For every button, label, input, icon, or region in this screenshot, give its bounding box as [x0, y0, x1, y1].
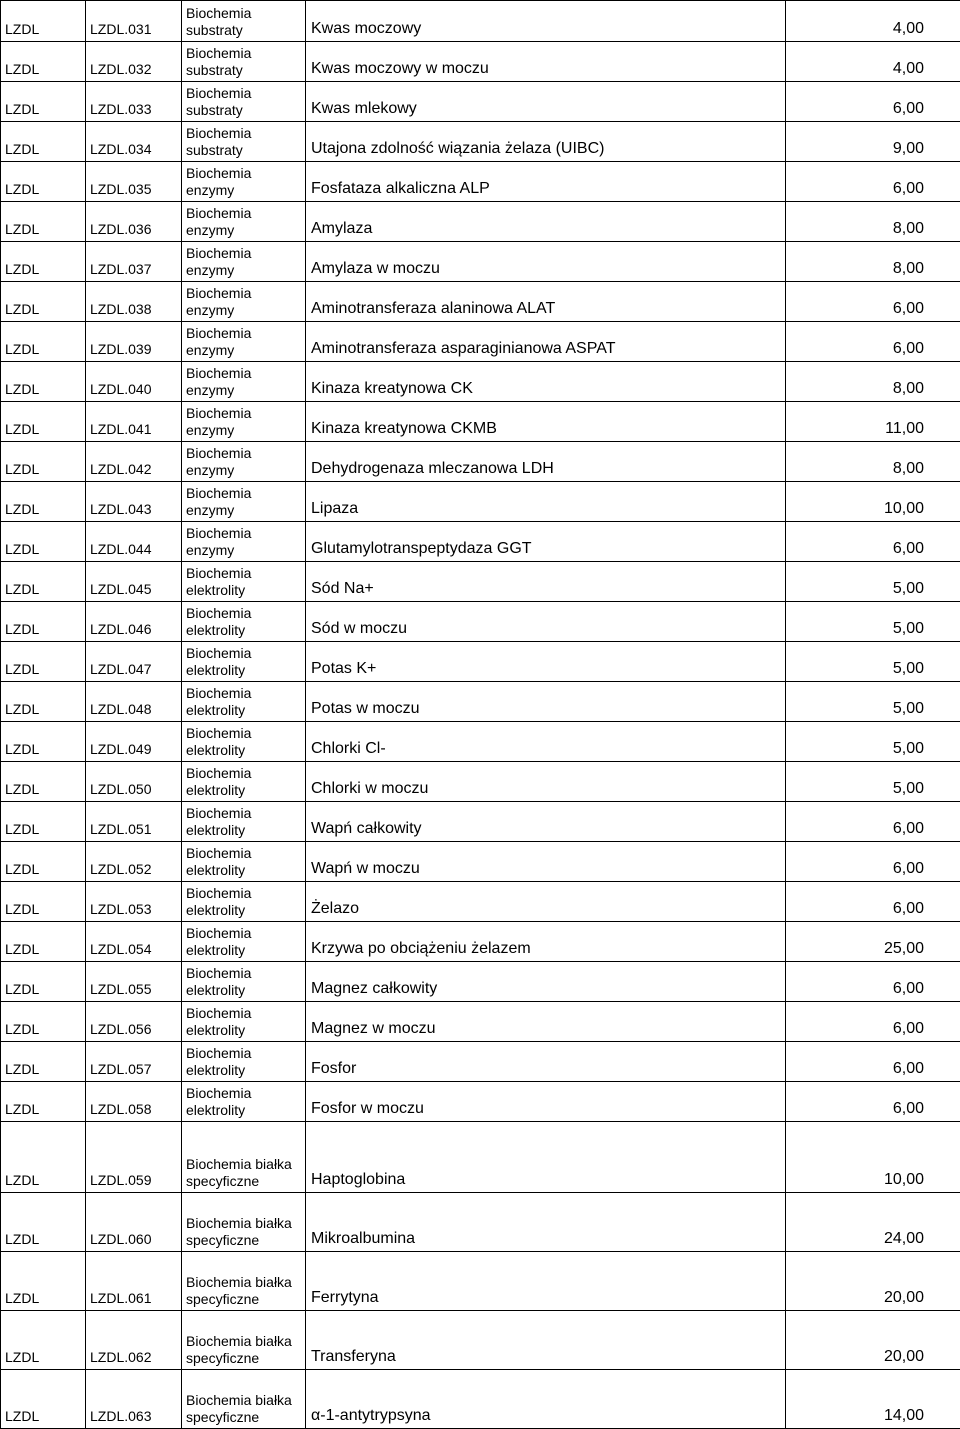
- category-line-2: elektrolity: [186, 662, 305, 679]
- category-cell: [182, 402, 306, 442]
- test-name-cell: Fosfor w moczu: [306, 1082, 786, 1122]
- code-cell: LZDL.045: [86, 562, 182, 602]
- test-name-cell: Aminotransferaza alaninowa ALAT: [306, 282, 786, 322]
- table-row: [1, 1252, 960, 1311]
- category-cell: [182, 1122, 306, 1193]
- table-row: [1, 602, 960, 642]
- code-cell: LZDL.058: [86, 1082, 182, 1122]
- category-line-2: enzymy: [186, 182, 305, 199]
- category-line-1: Biochemia: [186, 765, 305, 782]
- test-name-cell: Kwas mlekowy: [306, 82, 786, 122]
- category-cell: [182, 482, 306, 522]
- category-line-2: substraty: [186, 22, 305, 39]
- price-cell: 8,00: [786, 242, 960, 282]
- code-cell: LZDL.043: [86, 482, 182, 522]
- price-cell: 6,00: [786, 802, 960, 842]
- table-row: [1, 922, 960, 962]
- code-cell: LZDL.042: [86, 442, 182, 482]
- table-row: [1, 762, 960, 802]
- category-line-1: Biochemia: [186, 1045, 305, 1062]
- code-cell: LZDL.032: [86, 42, 182, 82]
- category-line-1: Biochemia: [186, 885, 305, 902]
- lab-cell: LZDL: [1, 482, 86, 522]
- category-cell: [182, 1042, 306, 1082]
- test-name-cell: Lipaza: [306, 482, 786, 522]
- price-cell: 6,00: [786, 82, 960, 122]
- category-line-2: elektrolity: [186, 1062, 305, 1079]
- price-cell: 6,00: [786, 842, 960, 882]
- category-line-1: Biochemia: [186, 365, 305, 382]
- category-line-2: elektrolity: [186, 582, 305, 599]
- lab-cell: LZDL: [1, 162, 86, 202]
- table-row: [1, 122, 960, 162]
- table-row: [1, 482, 960, 522]
- code-cell: LZDL.063: [86, 1370, 182, 1429]
- table-row: [1, 1193, 960, 1252]
- category-line-1: Biochemia białka: [186, 1333, 305, 1350]
- test-name-cell: Magnez w moczu: [306, 1002, 786, 1042]
- test-name-cell: Wapń całkowity: [306, 802, 786, 842]
- table-row: [1, 1002, 960, 1042]
- lab-cell: LZDL: [1, 722, 86, 762]
- category-line-2: enzymy: [186, 542, 305, 559]
- category-cell: [182, 1311, 306, 1370]
- category-line-1: Biochemia: [186, 525, 305, 542]
- code-cell: LZDL.053: [86, 882, 182, 922]
- lab-cell: LZDL: [1, 882, 86, 922]
- category-line-1: Biochemia: [186, 245, 305, 262]
- category-line-2: elektrolity: [186, 702, 305, 719]
- category-cell: [182, 242, 306, 282]
- category-line-1: Biochemia: [186, 1085, 305, 1102]
- price-cell: 8,00: [786, 202, 960, 242]
- test-name-cell: Glutamylotranspeptydaza GGT: [306, 522, 786, 562]
- code-cell: LZDL.038: [86, 282, 182, 322]
- category-line-2: enzymy: [186, 422, 305, 439]
- category-line-2: enzymy: [186, 462, 305, 479]
- code-cell: LZDL.049: [86, 722, 182, 762]
- category-cell: [182, 82, 306, 122]
- category-cell: [182, 642, 306, 682]
- category-line-1: Biochemia: [186, 605, 305, 622]
- price-cell: 8,00: [786, 362, 960, 402]
- lab-cell: LZDL: [1, 762, 86, 802]
- table-row: [1, 1042, 960, 1082]
- table-row: [1, 1082, 960, 1122]
- category-line-1: Biochemia: [186, 565, 305, 582]
- test-name-cell: Sód Na+: [306, 562, 786, 602]
- test-name-cell: Krzywa po obciążeniu żelazem: [306, 922, 786, 962]
- price-cell: 5,00: [786, 722, 960, 762]
- price-cell: 5,00: [786, 682, 960, 722]
- test-name-cell: Fosfataza alkaliczna ALP: [306, 162, 786, 202]
- lab-cell: LZDL: [1, 1193, 86, 1252]
- test-name-cell: Potas K+: [306, 642, 786, 682]
- price-table-body: [1, 1, 960, 1429]
- lab-cell: LZDL: [1, 1252, 86, 1311]
- category-cell: [182, 602, 306, 642]
- category-line-2: enzymy: [186, 382, 305, 399]
- lab-cell: LZDL: [1, 322, 86, 362]
- table-row: [1, 442, 960, 482]
- category-cell: [182, 1002, 306, 1042]
- category-line-1: Biochemia białka: [186, 1215, 305, 1232]
- lab-cell: LZDL: [1, 1002, 86, 1042]
- category-line-1: Biochemia białka: [186, 1392, 305, 1409]
- category-line-1: Biochemia: [186, 805, 305, 822]
- price-cell: 20,00: [786, 1311, 960, 1370]
- price-cell: 9,00: [786, 122, 960, 162]
- category-line-1: Biochemia: [186, 965, 305, 982]
- category-line-2: elektrolity: [186, 822, 305, 839]
- category-line-2: enzymy: [186, 502, 305, 519]
- category-line-2: elektrolity: [186, 1022, 305, 1039]
- code-cell: LZDL.061: [86, 1252, 182, 1311]
- table-row: [1, 562, 960, 602]
- category-line-2: enzymy: [186, 222, 305, 239]
- code-cell: LZDL.057: [86, 1042, 182, 1082]
- price-cell: 10,00: [786, 482, 960, 522]
- category-cell: [182, 1193, 306, 1252]
- price-cell: 5,00: [786, 602, 960, 642]
- lab-cell: LZDL: [1, 1122, 86, 1193]
- lab-cell: LZDL: [1, 362, 86, 402]
- table-row: [1, 362, 960, 402]
- category-line-1: Biochemia białka: [186, 1156, 305, 1173]
- lab-cell: LZDL: [1, 682, 86, 722]
- category-cell: [182, 882, 306, 922]
- category-line-2: specyficzne: [186, 1291, 305, 1308]
- category-line-1: Biochemia: [186, 1005, 305, 1022]
- category-line-1: Biochemia: [186, 205, 305, 222]
- price-cell: 24,00: [786, 1193, 960, 1252]
- table-row: [1, 1311, 960, 1370]
- lab-cell: LZDL: [1, 522, 86, 562]
- test-name-cell: Ferrytyna: [306, 1252, 786, 1311]
- category-cell: [182, 842, 306, 882]
- category-cell: [182, 562, 306, 602]
- price-cell: 5,00: [786, 642, 960, 682]
- price-cell: 5,00: [786, 762, 960, 802]
- category-cell: [182, 762, 306, 802]
- category-line-1: Biochemia: [186, 725, 305, 742]
- test-name-cell: Dehydrogenaza mleczanowa LDH: [306, 442, 786, 482]
- code-cell: LZDL.040: [86, 362, 182, 402]
- category-line-2: enzymy: [186, 262, 305, 279]
- price-cell: 14,00: [786, 1370, 960, 1429]
- category-line-2: enzymy: [186, 302, 305, 319]
- test-name-cell: Kwas moczowy w moczu: [306, 42, 786, 82]
- category-cell: [182, 962, 306, 1002]
- category-line-1: Biochemia: [186, 685, 305, 702]
- table-row: [1, 722, 960, 762]
- category-line-2: elektrolity: [186, 862, 305, 879]
- category-cell: [182, 722, 306, 762]
- table-row: [1, 402, 960, 442]
- test-name-cell: Sód w moczu: [306, 602, 786, 642]
- category-line-1: Biochemia: [186, 845, 305, 862]
- table-row: [1, 802, 960, 842]
- category-cell: [182, 1252, 306, 1311]
- code-cell: LZDL.060: [86, 1193, 182, 1252]
- category-line-2: substraty: [186, 62, 305, 79]
- test-name-cell: Kinaza kreatynowa CK: [306, 362, 786, 402]
- lab-cell: LZDL: [1, 402, 86, 442]
- lab-cell: LZDL: [1, 42, 86, 82]
- test-name-cell: Kinaza kreatynowa CKMB: [306, 402, 786, 442]
- table-row: [1, 282, 960, 322]
- code-cell: LZDL.035: [86, 162, 182, 202]
- table-row: [1, 162, 960, 202]
- code-cell: LZDL.050: [86, 762, 182, 802]
- test-name-cell: Magnez całkowity: [306, 962, 786, 1002]
- code-cell: LZDL.037: [86, 242, 182, 282]
- price-cell: 6,00: [786, 1002, 960, 1042]
- category-line-2: substraty: [186, 102, 305, 119]
- category-line-2: specyficzne: [186, 1232, 305, 1249]
- category-line-2: elektrolity: [186, 622, 305, 639]
- code-cell: LZDL.041: [86, 402, 182, 442]
- table-row: [1, 682, 960, 722]
- code-cell: LZDL.036: [86, 202, 182, 242]
- lab-cell: LZDL: [1, 282, 86, 322]
- category-line-1: Biochemia: [186, 445, 305, 462]
- category-line-2: enzymy: [186, 342, 305, 359]
- code-cell: LZDL.052: [86, 842, 182, 882]
- category-line-2: elektrolity: [186, 942, 305, 959]
- price-cell: 5,00: [786, 562, 960, 602]
- category-line-1: Biochemia: [186, 85, 305, 102]
- code-cell: LZDL.033: [86, 82, 182, 122]
- table-row: [1, 1122, 960, 1193]
- table-row: [1, 962, 960, 1002]
- category-cell: [182, 362, 306, 402]
- category-cell: [182, 1, 306, 42]
- price-cell: 8,00: [786, 442, 960, 482]
- test-name-cell: Wapń w moczu: [306, 842, 786, 882]
- lab-cell: LZDL: [1, 562, 86, 602]
- test-name-cell: Utajona zdolność wiązania żelaza (UIBC): [306, 122, 786, 162]
- lab-cell: LZDL: [1, 122, 86, 162]
- table-row: [1, 82, 960, 122]
- category-line-2: elektrolity: [186, 782, 305, 799]
- category-cell: [182, 42, 306, 82]
- lab-cell: LZDL: [1, 842, 86, 882]
- category-cell: [182, 522, 306, 562]
- category-cell: [182, 282, 306, 322]
- test-name-cell: Amylaza w moczu: [306, 242, 786, 282]
- lab-cell: LZDL: [1, 1, 86, 42]
- lab-cell: LZDL: [1, 242, 86, 282]
- table-row: [1, 642, 960, 682]
- test-name-cell: Żelazo: [306, 882, 786, 922]
- price-cell: 10,00: [786, 1122, 960, 1193]
- category-line-1: Biochemia: [186, 405, 305, 422]
- code-cell: LZDL.051: [86, 802, 182, 842]
- category-line-1: Biochemia białka: [186, 1274, 305, 1291]
- lab-cell: LZDL: [1, 1311, 86, 1370]
- lab-cell: LZDL: [1, 1082, 86, 1122]
- price-cell: 4,00: [786, 42, 960, 82]
- table-row: [1, 842, 960, 882]
- price-cell: 6,00: [786, 962, 960, 1002]
- table-row: [1, 522, 960, 562]
- test-name-cell: Aminotransferaza asparaginianowa ASPAT: [306, 322, 786, 362]
- code-cell: LZDL.054: [86, 922, 182, 962]
- category-line-2: specyficzne: [186, 1409, 305, 1426]
- lab-cell: LZDL: [1, 642, 86, 682]
- lab-cell: LZDL: [1, 922, 86, 962]
- test-name-cell: Mikroalbumina: [306, 1193, 786, 1252]
- lab-cell: LZDL: [1, 82, 86, 122]
- price-cell: 11,00: [786, 402, 960, 442]
- test-name-cell: Chlorki w moczu: [306, 762, 786, 802]
- code-cell: LZDL.039: [86, 322, 182, 362]
- category-line-1: Biochemia: [186, 5, 305, 22]
- category-line-2: elektrolity: [186, 1102, 305, 1119]
- code-cell: LZDL.047: [86, 642, 182, 682]
- code-cell: LZDL.062: [86, 1311, 182, 1370]
- category-cell: [182, 122, 306, 162]
- category-cell: [182, 202, 306, 242]
- test-name-cell: Chlorki Cl-: [306, 722, 786, 762]
- table-row: [1, 42, 960, 82]
- code-cell: LZDL.031: [86, 1, 182, 42]
- category-cell: [182, 162, 306, 202]
- category-line-1: Biochemia: [186, 485, 305, 502]
- table-row: [1, 202, 960, 242]
- category-cell: [182, 1082, 306, 1122]
- test-name-cell: Amylaza: [306, 202, 786, 242]
- lab-cell: LZDL: [1, 962, 86, 1002]
- code-cell: LZDL.034: [86, 122, 182, 162]
- code-cell: LZDL.055: [86, 962, 182, 1002]
- category-line-1: Biochemia: [186, 925, 305, 942]
- category-cell: [182, 922, 306, 962]
- test-name-cell: Transferyna: [306, 1311, 786, 1370]
- test-name-cell: Fosfor: [306, 1042, 786, 1082]
- price-cell: 6,00: [786, 162, 960, 202]
- category-line-2: specyficzne: [186, 1173, 305, 1190]
- price-cell: 6,00: [786, 1082, 960, 1122]
- table-row: [1, 322, 960, 362]
- price-cell: 6,00: [786, 322, 960, 362]
- category-line-2: elektrolity: [186, 742, 305, 759]
- category-cell: [182, 322, 306, 362]
- price-cell: 20,00: [786, 1252, 960, 1311]
- table-row: [1, 242, 960, 282]
- lab-cell: LZDL: [1, 1042, 86, 1082]
- category-cell: [182, 442, 306, 482]
- lab-cell: LZDL: [1, 602, 86, 642]
- lab-cell: LZDL: [1, 1370, 86, 1429]
- category-line-1: Biochemia: [186, 645, 305, 662]
- code-cell: LZDL.046: [86, 602, 182, 642]
- lab-cell: LZDL: [1, 802, 86, 842]
- lab-cell: LZDL: [1, 442, 86, 482]
- price-cell: 6,00: [786, 882, 960, 922]
- category-line-1: Biochemia: [186, 45, 305, 62]
- category-cell: [182, 682, 306, 722]
- category-line-1: Biochemia: [186, 285, 305, 302]
- category-line-2: specyficzne: [186, 1350, 305, 1367]
- price-cell: 25,00: [786, 922, 960, 962]
- category-line-2: elektrolity: [186, 902, 305, 919]
- test-name-cell: Haptoglobina: [306, 1122, 786, 1193]
- test-name-cell: α-1-antytrypsyna: [306, 1370, 786, 1429]
- code-cell: LZDL.059: [86, 1122, 182, 1193]
- table-row: [1, 882, 960, 922]
- code-cell: LZDL.044: [86, 522, 182, 562]
- category-line-2: elektrolity: [186, 982, 305, 999]
- table-row: [1, 1, 960, 42]
- category-cell: [182, 802, 306, 842]
- category-line-2: substraty: [186, 142, 305, 159]
- category-line-1: Biochemia: [186, 165, 305, 182]
- test-name-cell: Kwas moczowy: [306, 1, 786, 42]
- price-cell: 6,00: [786, 282, 960, 322]
- price-cell: 6,00: [786, 1042, 960, 1082]
- lab-cell: LZDL: [1, 202, 86, 242]
- category-line-1: Biochemia: [186, 325, 305, 342]
- category-line-1: Biochemia: [186, 125, 305, 142]
- code-cell: LZDL.056: [86, 1002, 182, 1042]
- code-cell: LZDL.048: [86, 682, 182, 722]
- price-cell: 4,00: [786, 1, 960, 42]
- price-cell: 6,00: [786, 522, 960, 562]
- test-name-cell: Potas w moczu: [306, 682, 786, 722]
